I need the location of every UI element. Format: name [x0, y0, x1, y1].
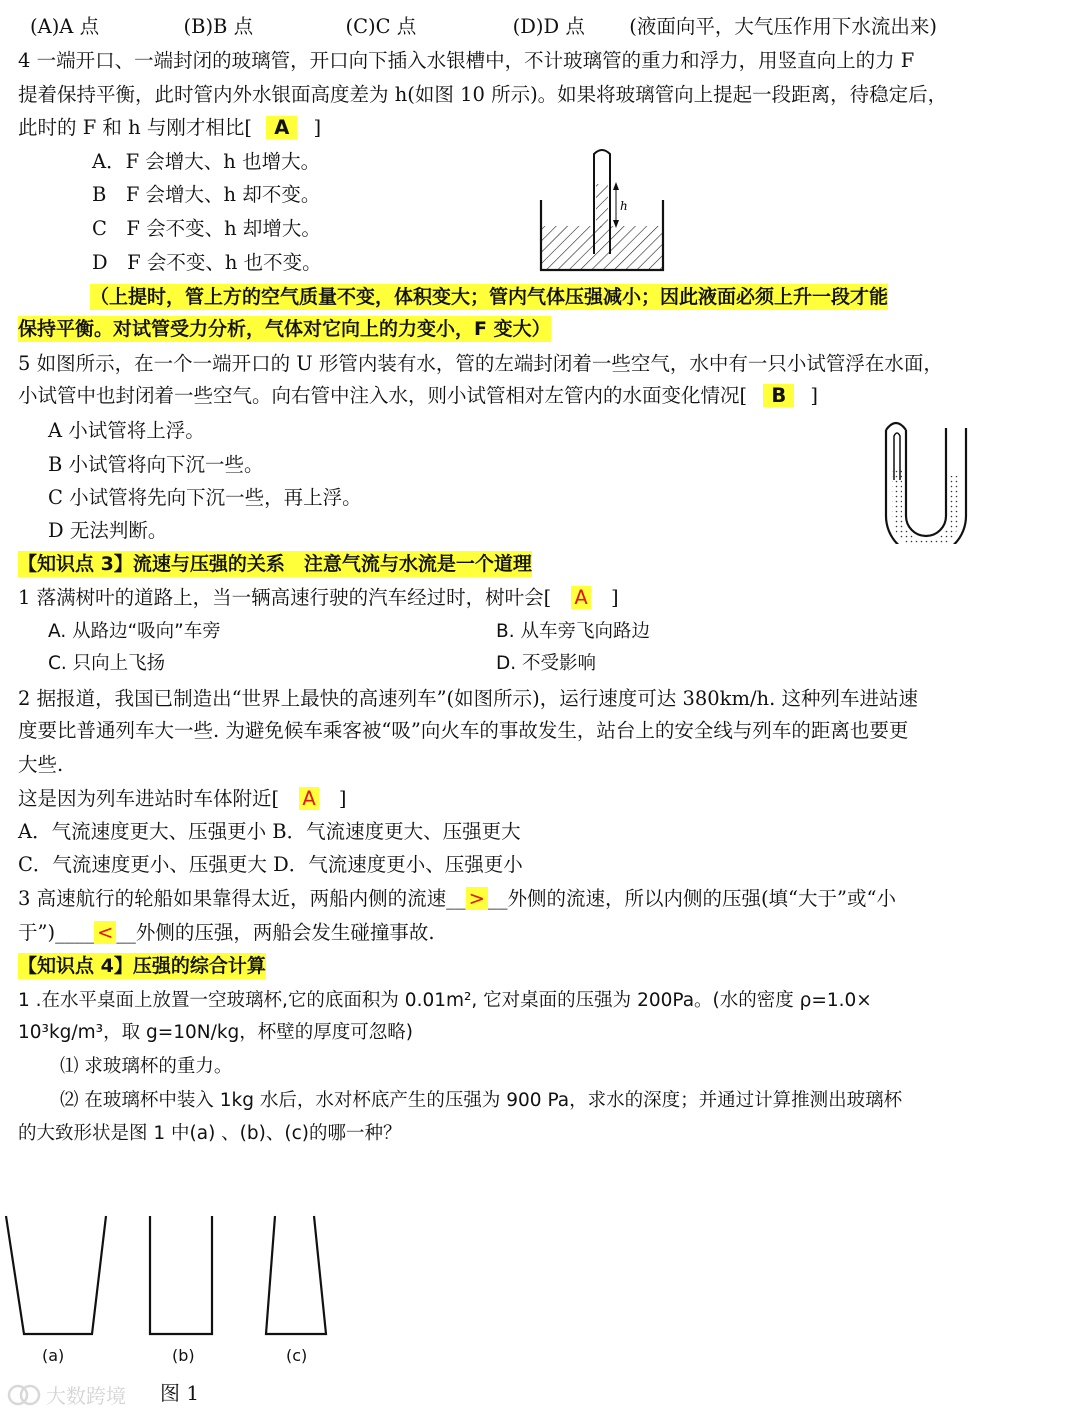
k3-q2-options-ab: A．气流速度更大、压强更小 B．气流速度更大、压强更大: [18, 820, 521, 843]
q5-option-d: D 无法判断。: [48, 519, 168, 542]
cup-c-label: (c): [286, 1346, 308, 1365]
q4-option-c: C F 会不变、h 却增大。: [92, 217, 321, 240]
option-d: (D)D 点: [512, 15, 585, 38]
cup-shapes-figure: [0, 1210, 340, 1340]
k4-line1: 1 .在水平桌面上放置一空玻璃杯,它的底面积为 0.01m², 它对桌面的压强为 200Pa。(水的密度 ρ=1.0×: [18, 990, 872, 1011]
q4-stem: 此时的 F 和 h 与刚才相比[: [18, 116, 252, 139]
mercury-trough: [541, 226, 663, 270]
u-tube-figure: [880, 420, 972, 544]
q5-answer: B: [763, 384, 794, 407]
k3-q3-answer-1: >: [466, 887, 488, 910]
k3-q1-option-c: C. 只向上飞扬: [48, 653, 166, 674]
u-tube-inner: [906, 428, 946, 536]
option-c: (C)C 点: [345, 15, 417, 38]
figure-caption: 图 1: [160, 1381, 200, 1405]
q5-line1: 5 如图所示，在一个一端开口的 U 形管内装有水，管的左端封闭着一些空气，水中有一只小试管浮在水面，: [18, 352, 943, 375]
mercury-tube-figure: [532, 148, 672, 274]
k3-q3-answer-2: <: [94, 921, 116, 944]
q5-option-b: B 小试管将向下沉一些。: [48, 453, 264, 476]
k3-q2-line3: 大些.: [18, 753, 64, 776]
option-a: (A)A 点: [30, 15, 100, 38]
k3-q2-line4: [18, 786, 346, 812]
h-label: h: [620, 199, 628, 213]
q5-stem: 小试管中也封闭着一些空气。向右管中注入水，则小试管相对左管内的水面变化情况[: [18, 384, 748, 407]
k3-q2-line1: 2 据报道，我国已制造出“世界上最快的高速列车”(如图所示)，运行速度可达 380km/h. 这种列车进站速: [18, 687, 919, 710]
k3-q3-line2: [18, 920, 435, 946]
k3-q1-stem: 1 落满树叶的道路上，当一辆高速行驶的汽车经过时，树叶会[: [18, 586, 552, 609]
q4-explain-line1: （上提时，管上方的空气质量不变，体积变大；管内气体压强减小；因此液面必须上升一段才能: [90, 286, 889, 308]
q4-line2: 提着保持平衡，此时管内外水银面高度差为 h(如图 10 所示)。如果将玻璃管向上提起一段距离，待稳定后，: [18, 83, 948, 106]
q5-bracket: ]: [810, 384, 818, 407]
k3-q2-options-cd: C．气流速度更小、压强更大 D．气流速度更小、压强更小: [18, 853, 523, 876]
q4-option-d: D F 会不变、h 也不变。: [92, 251, 322, 274]
cup-b-label: (b): [172, 1346, 195, 1365]
option-b: (B)B 点: [183, 15, 254, 38]
cup-b: [150, 1216, 212, 1334]
option-line-top: [30, 14, 937, 40]
watermark: [6, 1380, 126, 1409]
q4-option-a: A．F 会增大、h 也增大。: [92, 150, 321, 173]
k3-q3-line1: [18, 886, 896, 912]
q4-line3: [18, 115, 321, 141]
k3-q1-option-d: D. 不受影响: [496, 653, 597, 674]
k4-sub3: 的大致形状是图 1 中(a) 、(b)、(c)的哪一种？: [18, 1123, 402, 1144]
k3-q1-option-b: B. 从车旁飞向路边: [496, 621, 650, 642]
water: [892, 470, 960, 544]
k3-q2-bracket: ]: [338, 787, 347, 810]
note: (液面向平，大气压作用下水流出来): [629, 15, 937, 38]
k3-heading: 【知识点 3】流速与压强的关系 注意气流与水流是一个道理: [18, 553, 532, 575]
k3-q2-answer: A: [299, 787, 318, 810]
cup-a-label: (a): [42, 1346, 65, 1365]
k3-q1-bracket: ]: [610, 586, 619, 609]
q4-answer: A: [266, 116, 297, 139]
k3-q3-part-c: 于”)____: [18, 921, 95, 944]
k4-sub1: ⑴ 求玻璃杯的重力。: [60, 1056, 233, 1077]
q4-option-b: B F 会增大、h 却不变。: [92, 183, 321, 206]
k3-q1-answer: A: [571, 586, 590, 609]
cup-c: [266, 1216, 326, 1334]
k3-q3-part-b: __外侧的流速，所以内侧的压强(填“大于”或“小: [487, 887, 896, 910]
cup-a: [6, 1216, 106, 1334]
q5-line2: [18, 383, 818, 409]
watermark-text: 大数跨境: [46, 1384, 126, 1408]
k4-heading: 【知识点 4】压强的综合计算: [18, 955, 266, 977]
k3-q3-part-d: __外侧的压强，两船会发生碰撞事故.: [116, 921, 435, 944]
q4-line1: 4 一端开口、一端封闭的玻璃管，开口向下插入水银槽中，不计玻璃管的重力和浮力，用竖直向上的力 F: [18, 49, 915, 72]
k3-q3-part-a: 3 高速航行的轮船如果靠得太近，两船内侧的流速__: [18, 887, 466, 910]
k3-q1: [18, 585, 619, 611]
k4-sub2: ⑵ 在玻璃杯中装入 1kg 水后，水对杯底产生的压强为 900 Pa，求水的深度；并通过计算推测出玻璃杯: [60, 1090, 903, 1111]
q4-bracket: ]: [313, 116, 322, 139]
q5-option-c: C 小试管将先向下沉一些，再上浮。: [48, 486, 362, 509]
k4-line2: 10³kg/m³，取 g=10N/kg，杯壁的厚度可忽略): [18, 1022, 413, 1043]
k3-q2-line2: 度要比普通列车大一些. 为避免候车乘客被“吸”向火车的事故发生，站台上的安全线与列车的距离也要更: [18, 719, 909, 742]
k3-q2-stem: 这是因为列车进站时车体附近[: [18, 787, 280, 810]
q4-explain-line2: 保持平衡。对试管受力分析，气体对它向上的力变小，F 变大）: [18, 318, 551, 340]
watermark-logo-icon: [6, 1382, 42, 1408]
k3-q1-option-a: A. 从路边“吸向”车旁: [48, 621, 221, 642]
q5-option-a: A 小试管将上浮。: [48, 419, 205, 442]
mercury-column: [596, 184, 608, 228]
